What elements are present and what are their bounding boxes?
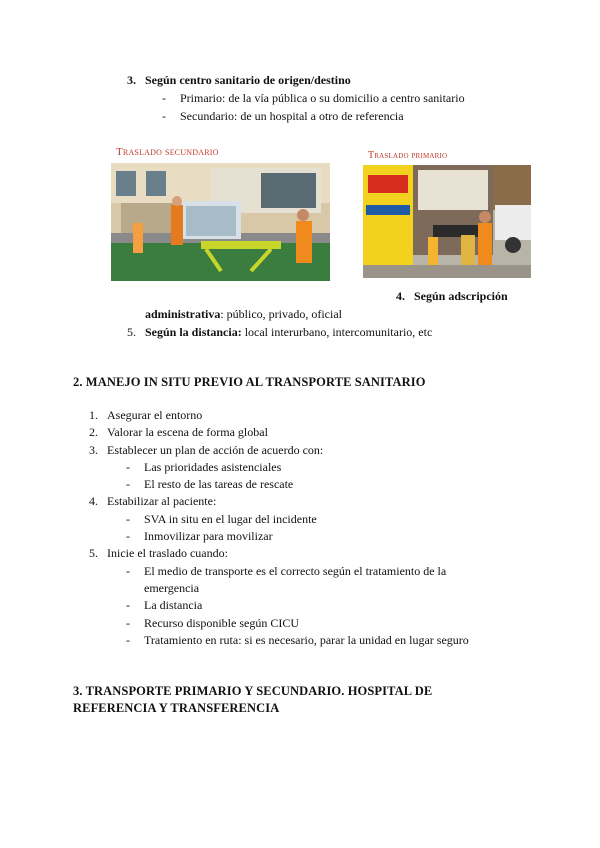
photo-primary-transfer bbox=[363, 165, 531, 278]
list-item: 2. Valorar la escena de forma global bbox=[89, 425, 268, 439]
sub-item: - Las prioridades asistenciales bbox=[126, 460, 282, 474]
list-item: 5. Inicie el traslado cuando: bbox=[89, 546, 228, 560]
sub-item: - Secundario: de un hospital a otro de referencia bbox=[162, 109, 404, 123]
sub-item: - Tratamiento en ruta: si es necesario, parar la unidad en lugar seguro bbox=[126, 633, 469, 647]
sub-item: - Recurso disponible según CICU bbox=[126, 616, 299, 630]
list-item-4: 4. Según adscripción bbox=[396, 289, 508, 303]
sub-item: - El medio de transporte es el correcto según el tratamiento de la bbox=[126, 564, 447, 578]
caption-secundario: Traslado secundario bbox=[116, 146, 219, 158]
sub-item: - Inmovilizar para movilizar bbox=[126, 529, 273, 543]
sub-item: - SVA in situ en el lugar del incidente bbox=[126, 512, 317, 526]
list-number: 3. bbox=[127, 73, 136, 87]
list-item: 3. Establecer un plan de acción de acuerdo con: bbox=[89, 443, 324, 457]
sub-item: - El resto de las tareas de rescate bbox=[126, 477, 294, 491]
list-item-5: 5. Según la distancia: local interurbano, intercomunitario, etc bbox=[127, 325, 433, 339]
section-heading: 2. MANEJO IN SITU PREVIO AL TRANSPORTE SANITARIO bbox=[73, 375, 426, 389]
sub-item-continued: emergencia bbox=[144, 581, 200, 595]
sub-item: - La distancia bbox=[126, 598, 203, 612]
list-item-3 bbox=[127, 73, 351, 88]
sub-item: - Primario: de la vía pública o su domicilio a centro sanitario bbox=[162, 91, 465, 105]
photo-secondary-transfer bbox=[111, 163, 330, 281]
caption-primario: Traslado primario bbox=[368, 150, 448, 161]
section-heading-continued: REFERENCIA Y TRANSFERENCIA bbox=[73, 701, 280, 715]
list-item-title: Según centro sanitario de origen/destino bbox=[145, 73, 351, 87]
list-item-4-continued: administrativa: público, privado, oficial bbox=[145, 307, 342, 321]
section-heading: 3. TRANSPORTE PRIMARIO Y SECUNDARIO. HOSPITAL DE bbox=[73, 684, 433, 698]
list-item: 4. Estabilizar al paciente: bbox=[89, 494, 217, 508]
list-item: 1. Asegurar el entorno bbox=[89, 408, 203, 422]
